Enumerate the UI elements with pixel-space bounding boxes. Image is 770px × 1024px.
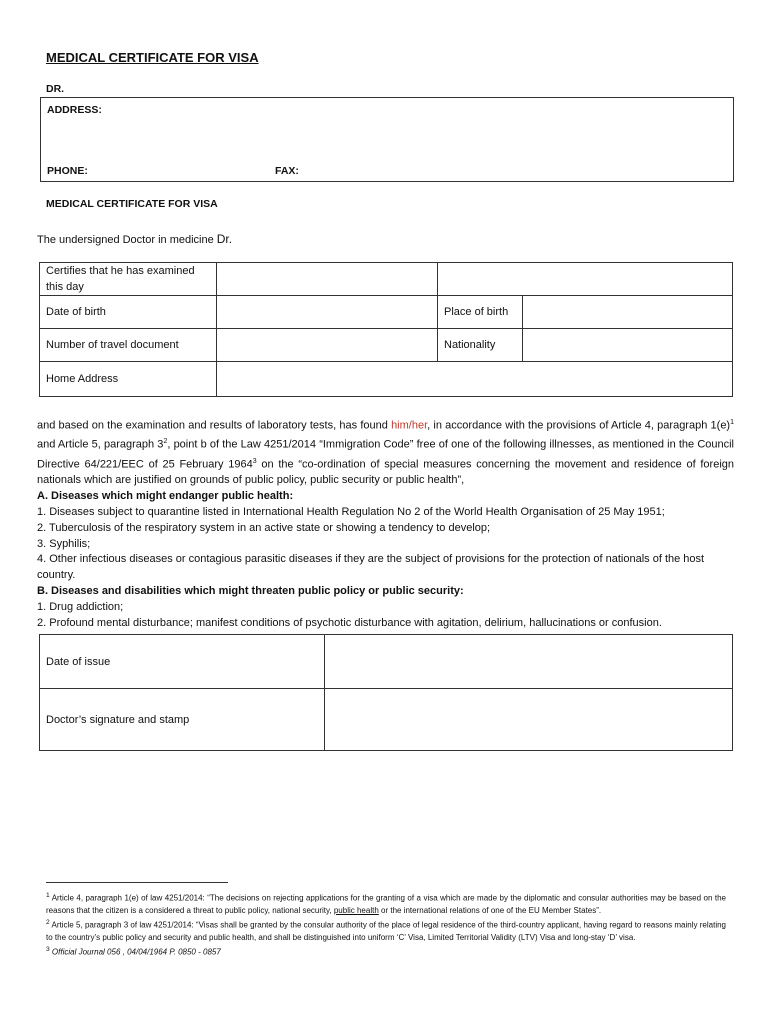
doctor-label: DR. [46,83,65,95]
footnote-2-text: Article 5, paragraph 3 of law 4251/2014: “Visas shall be granted by the consular authority of the place of legal residence of the third-country applicant, having regard to reasons mainly relating to the country’s public policy and security and public health, and shall be distinguished into uniform ‘C’ Visa, Limited Territorial Validity (LTV) Visa and long-stay ‘D’ visa. [46,920,726,942]
certificate-body [37,415,734,631]
footnote-3-number: 3 [46,946,50,954]
section-a-heading: A. Diseases which might endanger public health: [37,490,294,503]
intro-dr: Dr. [216,232,233,246]
footnote-ref-2: 2 [163,438,168,446]
footnote-3 [46,944,726,959]
paragraph-text: and Article 5, paragraph 3 [37,439,164,452]
a-item: 4. Other infectious diseases or contagious parasitic diseases if they are the subject of provisions for the protection of nationals of the host country. [37,553,705,582]
address-label: ADDRESS: [47,104,102,116]
footnote-2-number: 2 [46,919,50,927]
footnote-1-text: Article 4, paragraph 1(e) of law 4251/2014: “The decisions on rejecting applications for the granting of a visa which are made by the diplomatic and consular authorities may be based on the reasons that the citizen is a considered a threat to public policy, national security, [46,893,726,915]
section-subtitle: MEDICAL CERTIFICATE FOR VISA [46,198,218,210]
intro-line [37,232,232,246]
fax-label: FAX: [275,165,299,177]
examined-label: Certifies that he has examined this day [40,263,217,296]
nationality-label: Nationality [438,329,523,362]
patient-details-table [39,262,733,397]
address-box[interactable] [40,97,734,182]
footnote-3-text: Official Journal 056 , 04/04/1964 P. 0850 - 0857 [49,947,221,957]
a-item: 2. Tuberculosis of the respiratory system in an active state or showing a tendency to develop; [37,521,491,534]
footnotes [46,890,726,959]
home-address-label: Home Address [40,362,217,397]
a-item: 3. Syphilis; [37,537,91,550]
date-issue-label: Date of issue [40,635,325,689]
b-item: 1. Drug addiction; [37,600,124,613]
intro-text: The undersigned Doctor in medicine [37,234,217,246]
examined-field-2[interactable] [438,263,733,296]
signature-field[interactable] [325,689,733,751]
footnote-1 [46,890,726,917]
footnote-divider [46,882,228,883]
footnote-ref-1: 1 [730,419,735,426]
pob-field[interactable] [523,296,733,329]
footnote-ref-3: 3 [252,457,257,465]
pob-label: Place of birth [438,296,523,329]
him-her-text: him/her [391,419,428,432]
document-title: MEDICAL CERTIFICATE FOR VISA [46,50,259,65]
signature-label: Doctor’s signature and stamp [40,689,325,751]
footnote-2 [46,917,726,944]
footnote-1-number: 1 [46,892,50,899]
paragraph-text: , point b of the Law 4251/2014 “Immigration Code” free of one of the following illnesses, as mentioned in the Council Directive 64/221/EEC of 25 February 1964 [37,439,734,471]
dob-label: Date of birth [40,296,217,329]
paragraph-text: on the “co-ordination of special measures concerning the movement and residence of foreign nationals which are justified on grounds of public policy, public security or public health”, [37,458,735,487]
footnote-1-text: or the international relations of one of the EU Member States”. [378,905,602,915]
a-item: 1. Diseases subject to quarantine listed in International Health Regulation No 2 of the World Health Organisation of 25 May 1951; [37,505,665,518]
paragraph-text: and based on the examination and results of laboratory tests, has found [37,419,392,432]
paragraph-text: , in accordance with the provisions of Article 4, paragraph 1(e) [427,419,731,432]
travel-doc-field[interactable] [217,329,438,362]
examined-field-1[interactable] [217,263,438,296]
home-address-field[interactable] [217,362,733,397]
b-item: 2. Profound mental disturbance; manifest conditions of psychotic disturbance with agitation, delirium, hallucinations or confusion. [37,616,662,629]
public-health-link[interactable]: public health [333,905,379,915]
dob-field[interactable] [217,296,438,329]
date-issue-field[interactable] [325,635,733,689]
section-b-heading: B. Diseases and disabilities which might threaten public policy or public security: [37,584,464,597]
signature-table [39,634,733,751]
travel-doc-label: Number of travel document [40,329,217,362]
phone-label: PHONE: [47,165,88,177]
nationality-field[interactable] [523,329,733,362]
main-paragraph [37,415,734,489]
